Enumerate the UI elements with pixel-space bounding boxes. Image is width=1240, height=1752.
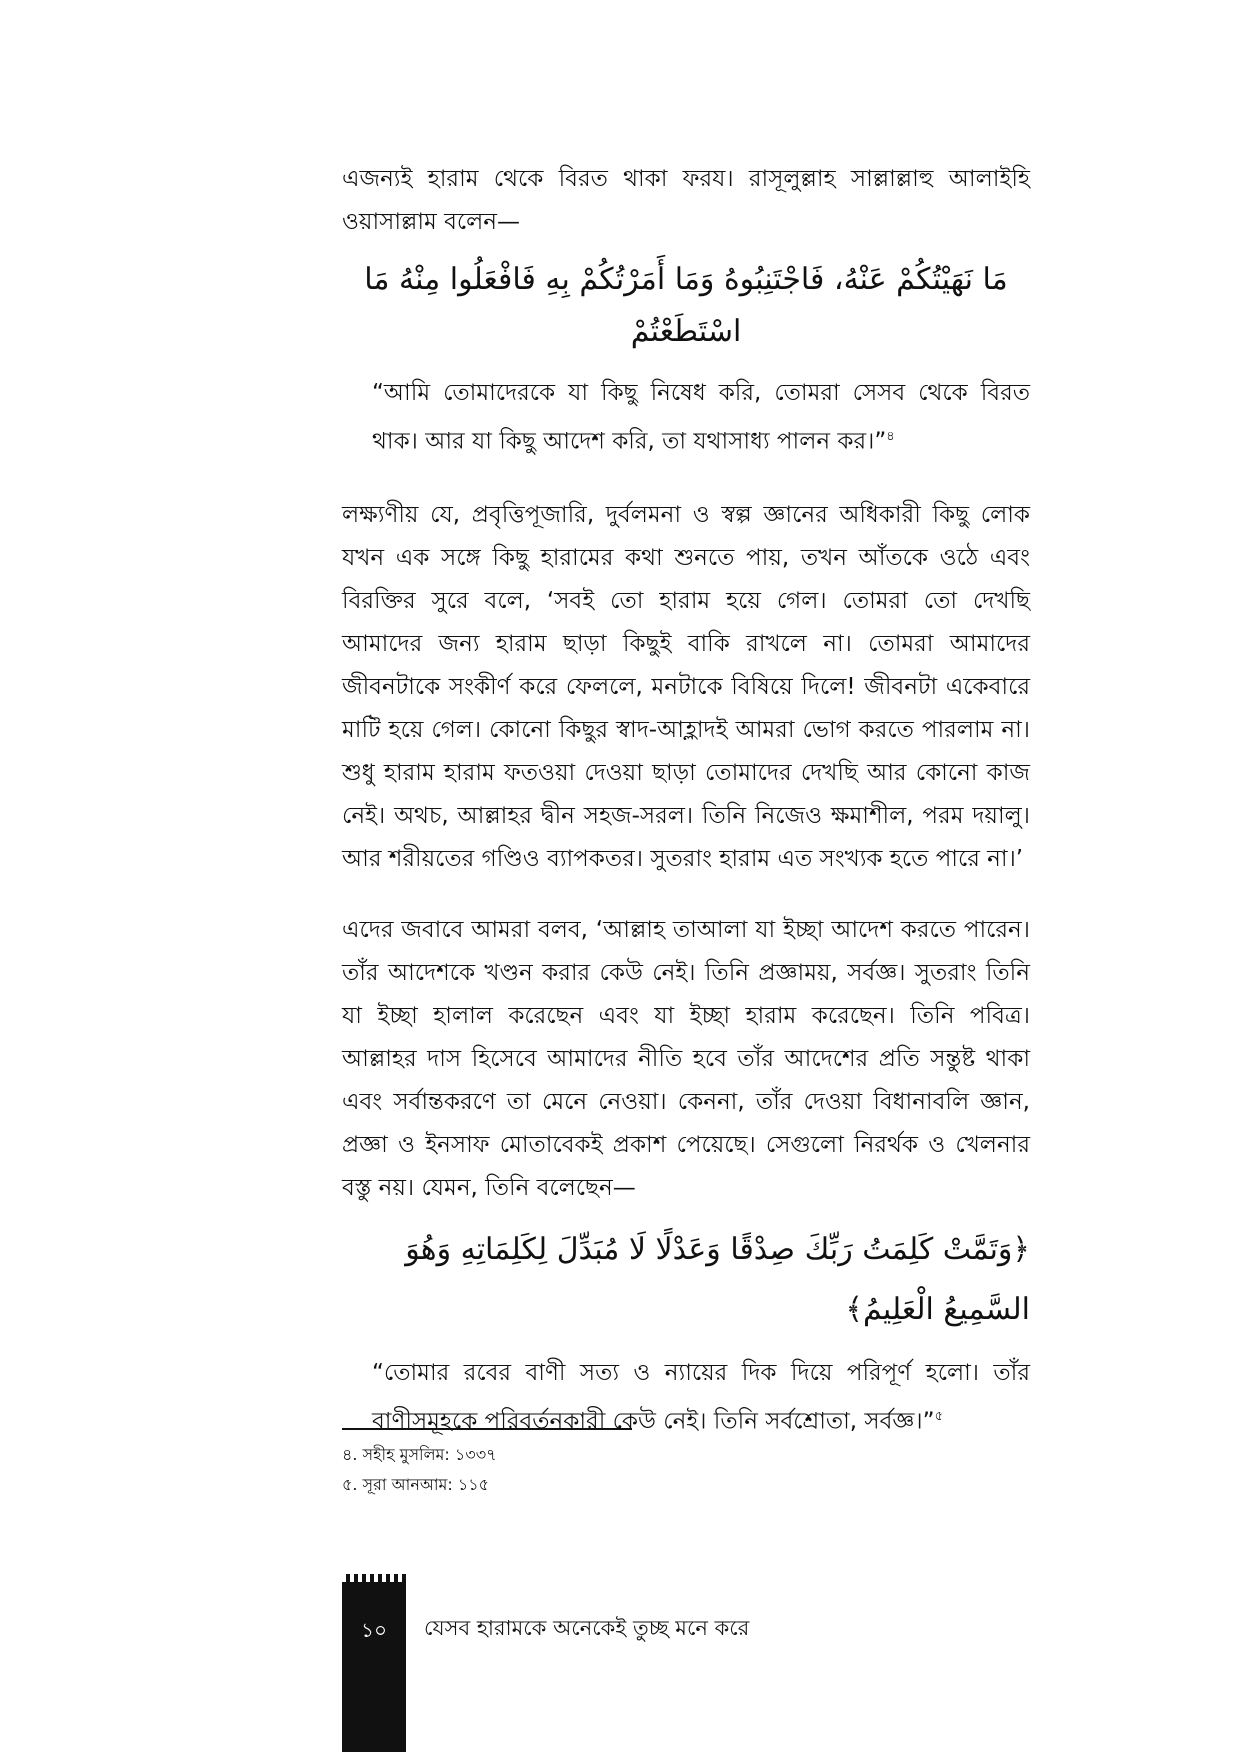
tab-perforation [342,1574,406,1582]
running-title: যেসব হারামকে অনেকেই তুচ্ছ মনে করে [424,1616,750,1640]
response-paragraph: এদের জবাবে আমরা বলব, ‘আল্লাহ তাআলা যা ইচ্ছা আদেশ করতে পারেন। তাঁর আদেশকে খণ্ডন করার কেউ নেই। তিনি প্রজ্ঞাময়, সর্বজ্ঞ। সুতরাং তিনি যা ইচ্ছা হালাল করেছেন এবং যা ইচ্ছা হারাম করেছেন। তিনি পবিত্র। আল্লাহর দাস হিসেবে আমাদের নীতি হবে তাঁর আদেশের প্রতি সন্তুষ্ট থাকা এবং সর্বান্তকরণে তা মেনে নেওয়া। কেননা, তাঁর দেওয়া বিধানাবলি জ্ঞান, প্রজ্ঞা ও ইনসাফ মোতাবেকই প্রকাশ পেয়েছে। সেগুলো নিরর্থক ও খেলনার বস্তু নয়। যেমন, তিনি বলেছেন— [342,916,1030,1201]
verse-translation-text: “তোমার রবের বাণী সত্য ও ন্যায়ের দিক দিয়ে পরিপূর্ণ হলো। তাঁর বাণীসমূহকে পরিবর্তনকারী কেউ নেই। তিনি সর্বশ্রোতা, সর্বজ্ঞ।” [372,1359,1030,1435]
quran-verse-arabic: ﴿وَتَمَّتْ كَلِمَتُ رَبِّكَ صِدْقًا وَعَدْلًا لَا مُبَدِّلَ لِكَلِمَاتِهِ وَهُوَ السَّمِيعُ الْعَلِيمُ﴾ [405,1231,1030,1327]
footnotes [342,1440,842,1500]
footnote-5: ৫. সূরা আনআম: ১১৫ [342,1475,490,1494]
intro-paragraph: এজন্যই হারাম থেকে বিরত থাকা ফরয। রাসূলুল্লাহ সাল্লাল্লাহু আলাইহি ওয়াসাল্লাম বলেন— [342,166,1030,235]
objection-paragraph: লক্ষ্যণীয় যে, প্রবৃত্তিপূজারি, দুর্বলমনা ও স্বল্প জ্ঞানের অধিকারী কিছু লোক যখন এক সঙ্গে কিছু হারামের কথা শুনতে পায়, তখন আঁতকে ওঠে এবং বিরক্তির সুরে বলে, ‘সবই তো হারাম হয়ে গেল। তোমরা তো দেখছি আমাদের জন্য হারাম ছাড়া কিছুই বাকি রাখলে না। তোমরা আমাদের জীবনটাকে সংকীর্ণ করে ফেললে, মনটাকে বিষিয়ে দিলে! জীবনটা একেবারে মাটি হয়ে গেল। কোনো কিছুর স্বাদ-আহ্লাদই আমরা ভোগ করতে পারলাম না। শুধু হারাম হারাম ফতওয়া দেওয়া ছাড়া তোমাদের দেখছি আর কোনো কাজ নেই। অথচ, আল্লাহর দ্বীন সহজ-সরল। তিনি নিজেও ক্ষমাশীল, পরম দয়ালু। আর শরীয়তের গণ্ডিও ব্যাপকতর। সুতরাং হারাম এত সংখ্যক হতে পারে না।’ [342,501,1030,872]
footnote-ref-5: ৫ [934,1408,944,1424]
footnote-divider [342,1428,632,1430]
footnote-ref-4: ৪ [886,429,895,444]
hadith-arabic: مَا نَهَيْتُكُمْ عَنْهُ، فَاجْتَنِبُوهُ وَمَا أَمَرْتُكُمْ بِهِ فَافْعَلُوا مِنْهُ مَا اسْتَطَعْتُمْ [364,262,1008,349]
hadith-translation [372,372,1030,464]
page-number: ১০ [361,1618,387,1642]
page-number-tab [342,1574,406,1752]
hadith-translation-text: “আমি তোমাদেরকে যা কিছু নিষেধ করি, তোমরা সেসব থেকে বিরত থাক। আর যা কিছু আদেশ করি, তা যথাসাধ্য পালন কর।” [372,380,1030,455]
footnote-4: ৪. সহীহ মুসলিম: ১৩৩৭ [342,1445,497,1464]
page-body [342,158,1030,1473]
